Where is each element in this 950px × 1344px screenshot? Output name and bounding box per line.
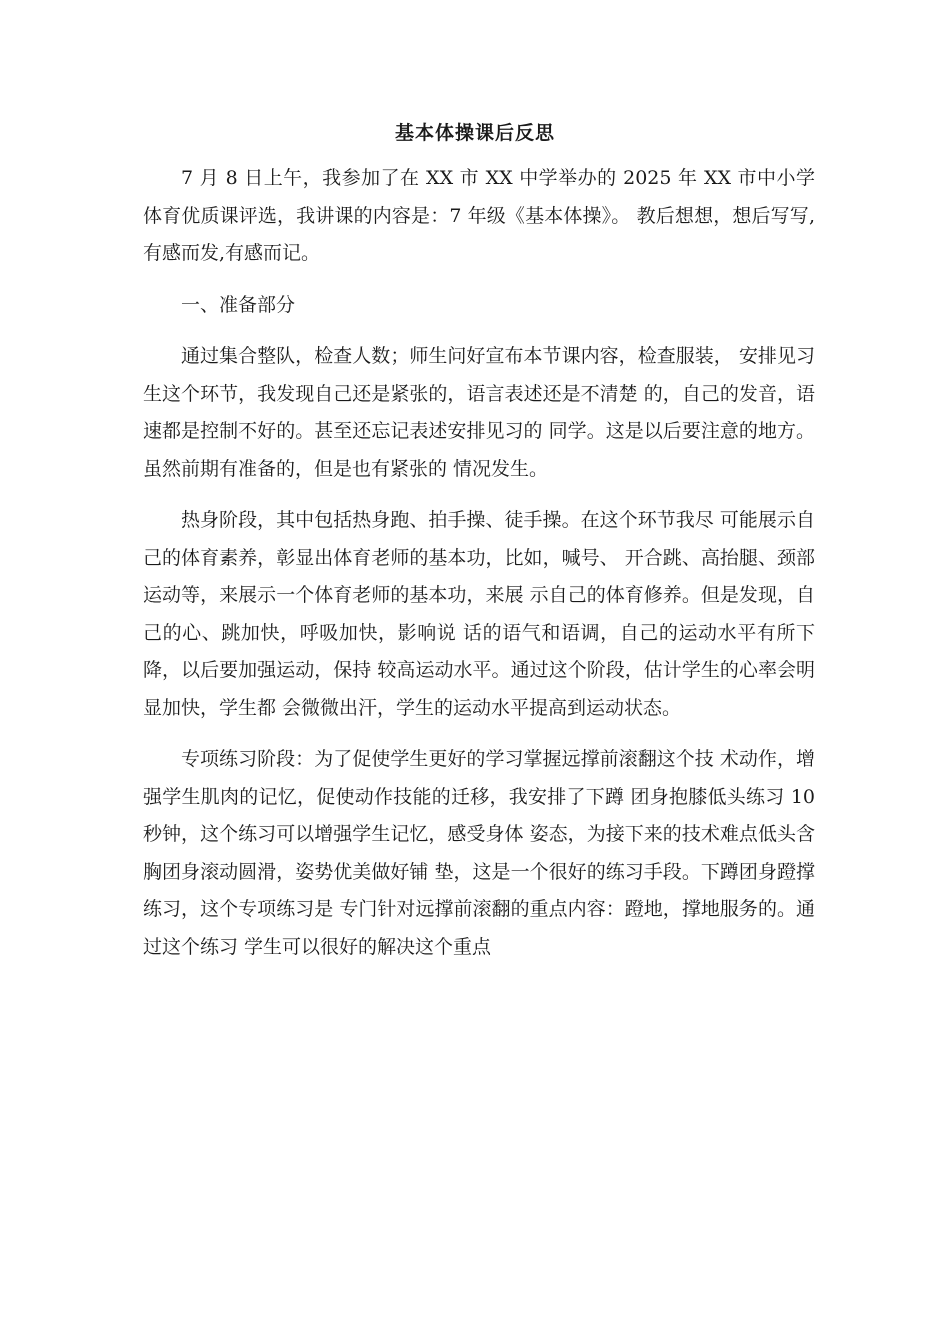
document-title: 基本体操课后反思 [394,122,555,144]
paragraph-special-practice: 专项练习阶段：为了促使学生更好的学习掌握远撑前滚翻这个技 术动作，增强学生肌肉的记忆，促使动作技能的迁移，我安排了下蹲 团身抱膝低头练习 10 秒钟，这个练习可以增强学生记忆，感受身体 姿态，为接下来的技术难点低头含胸团身滚动圆滑，姿势优美做好铺 垫，这是一个很好的练习手段。下蹲团身蹬撑练习，这个专项练习是 专门针对远撑前滚翻的重点内容：蹬地，撑地服务的。通过这个练习 学生可以很好的解决这个重点 [143,748,815,958]
paragraph-warmup: 热身阶段，其中包括热身跑、拍手操、徒手操。在这个环节我尽 可能展示自己的体育素养，彰显出体育老师的基本功，比如，喊号、 开合跳、高抬腿、颈部运动等，来展示一个体育老师的基本功，来展 示自己的体育修养。但是发现，自己的心、跳加快，呼吸加快，影响说 话的语气和语调，自己的运动水平有所下降，以后要加强运动，保持 较高运动水平。通过这个阶段，估计学生的心率会明显加快，学生都 会微微出汗，学生的运动水平提高到运动状态。 [143,509,815,719]
document-body [143,160,815,980]
section-heading-preparation: 一、准备部分 [181,293,296,316]
paragraph-intro: 7 月 8 日上午，我参加了在 XX 市 XX 中学举办的 2025 年 XX 市中小学体育优质课评选，我讲课的内容是：7 年级《基本体操》。 教后想想，想后写写,有感而发,有感而记。 [143,167,815,264]
paragraph-assembly: 通过集合整队，检查人数；师生问好宣布本节课内容，检查服装， 安排见习生这个环节，我发现自己还是紧张的，语言表述还是不清楚 的，自己的发音，语速都是控制不好的。甚至还忘记表述安排见习的 同学。这是以后要注意的地方。虽然前期有准备的，但是也有紧张的 情况发生。 [143,345,815,480]
